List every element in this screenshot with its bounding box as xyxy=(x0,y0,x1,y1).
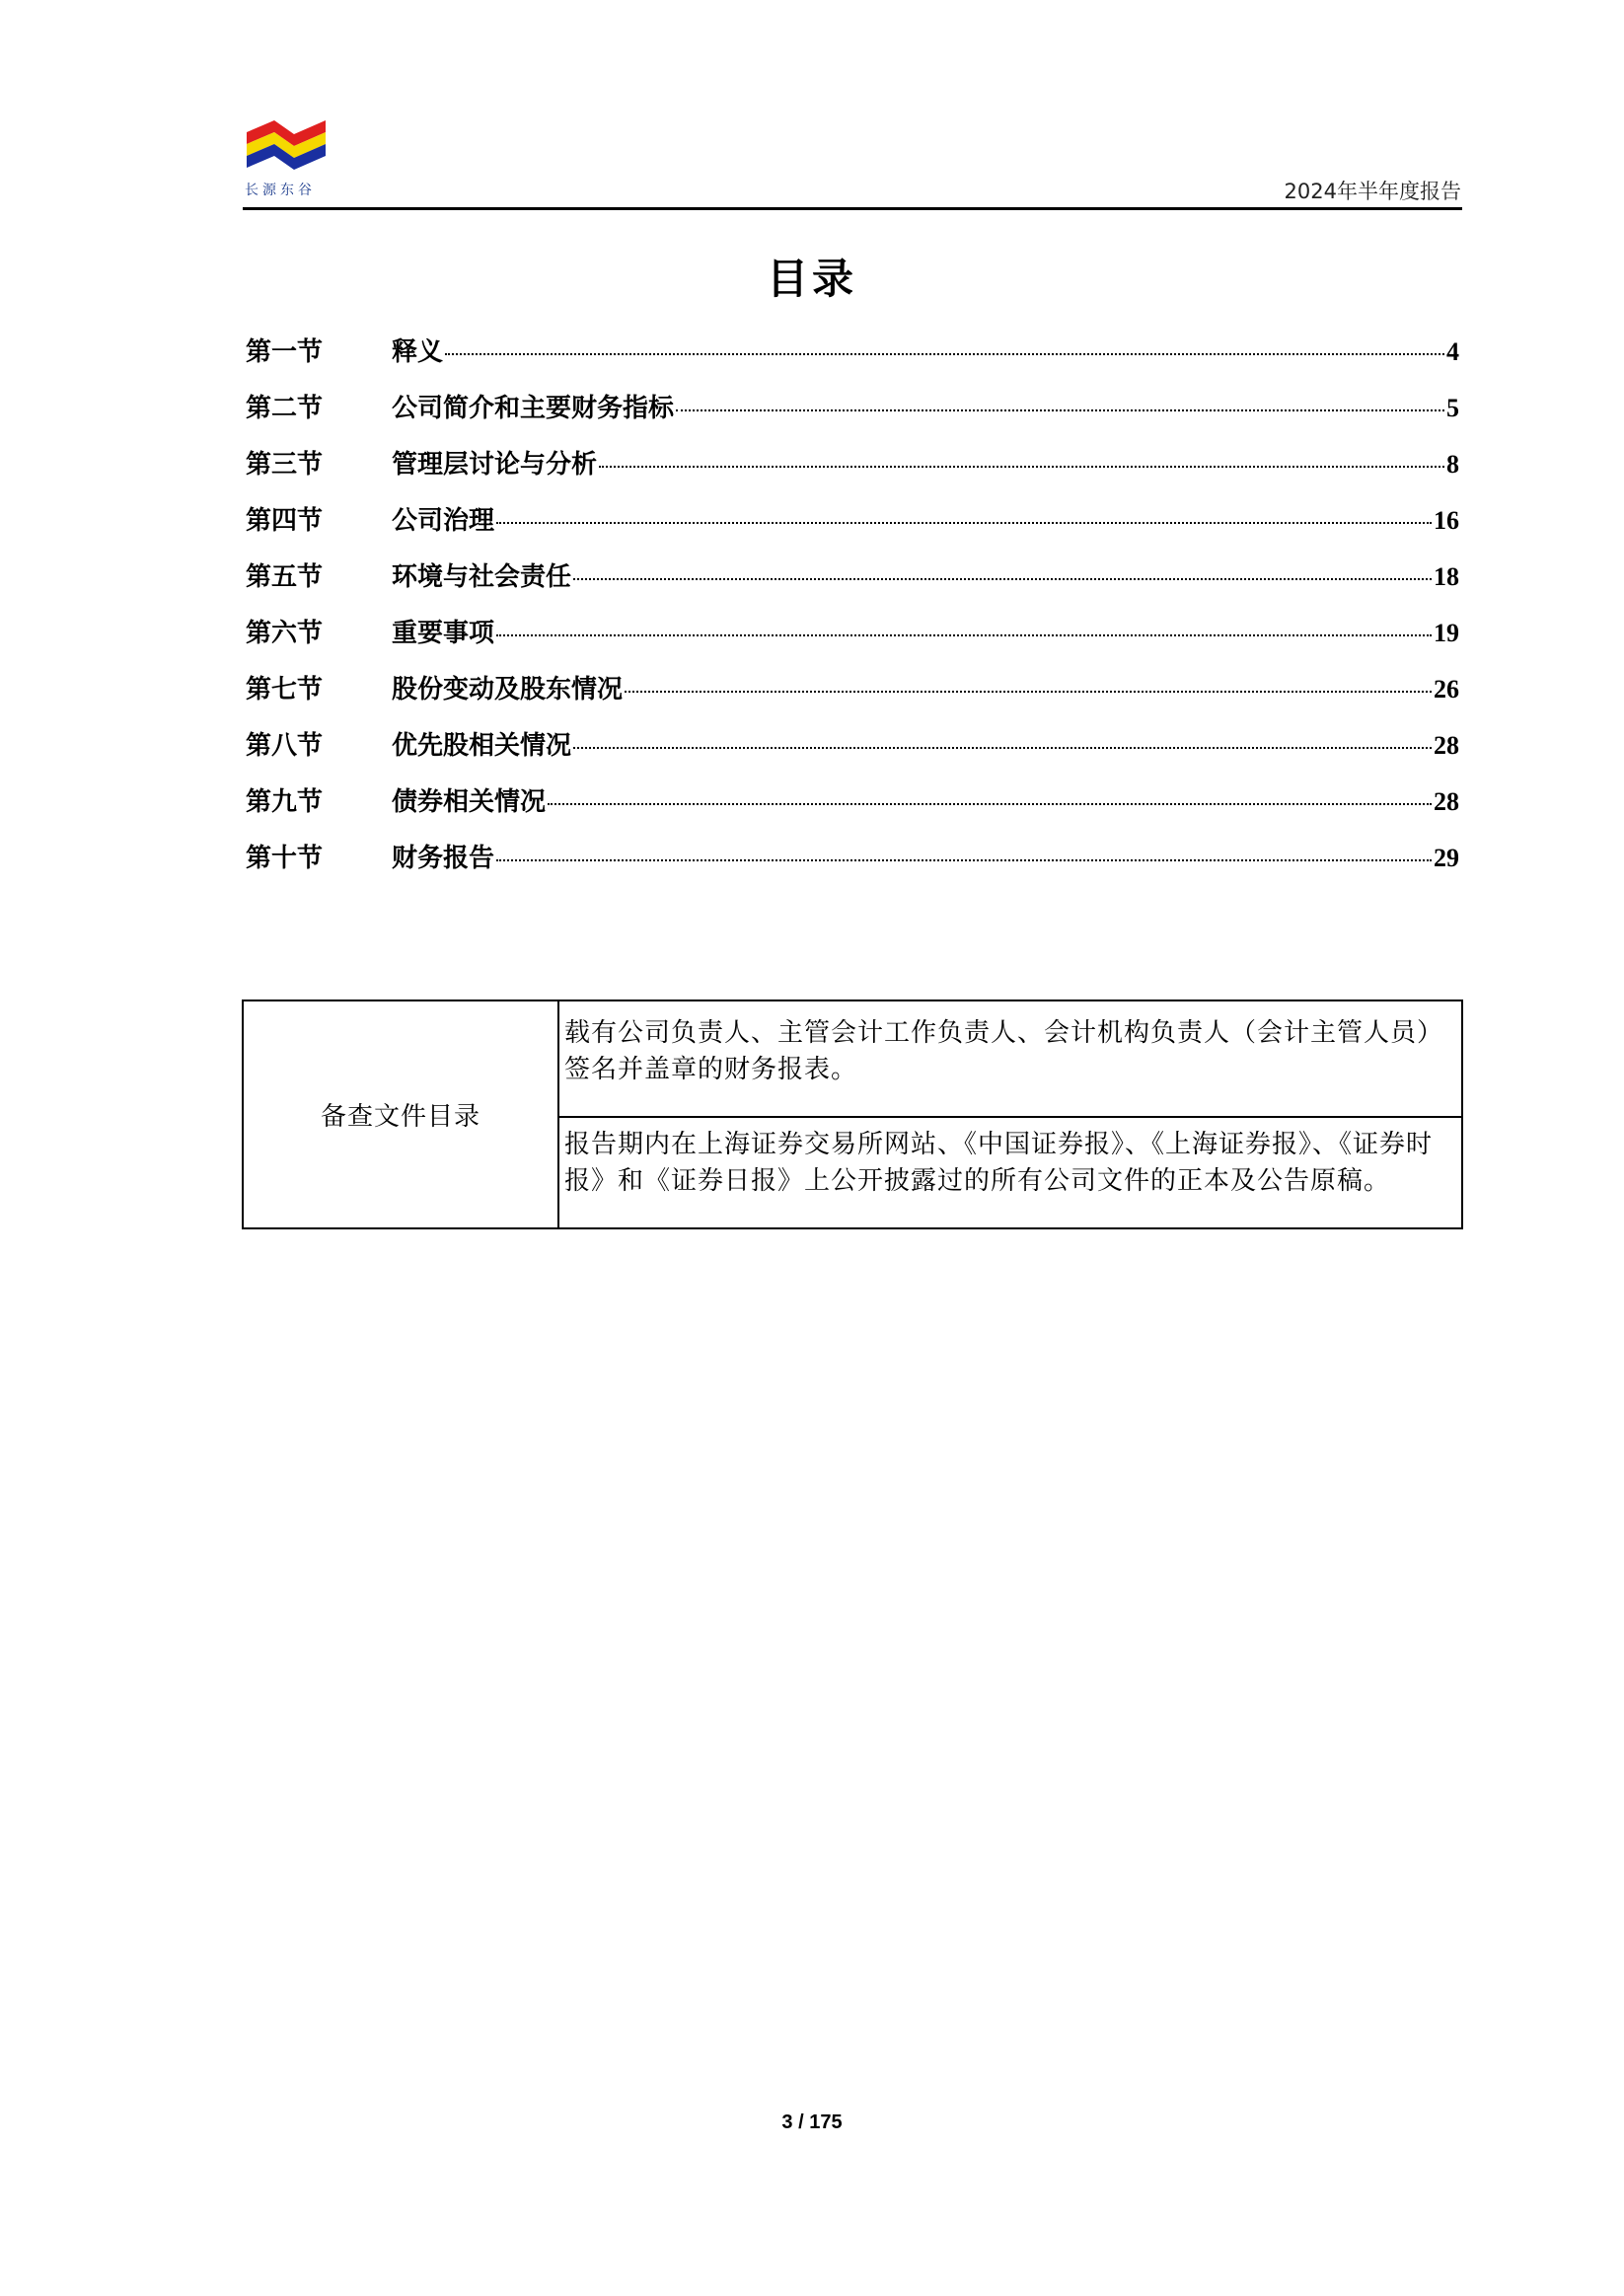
toc-dot-leader xyxy=(496,634,1432,636)
toc-section-number: 第八节 xyxy=(246,731,324,761)
reference-document-item: 载有公司负责人、主管会计工作负责人、会计机构负责人（会计主管人员）签名并盖章的财务报表。 xyxy=(559,1001,1461,1118)
toc-entry[interactable] xyxy=(246,556,1459,613)
toc-section-number: 第六节 xyxy=(246,619,324,648)
page-title: 目录 xyxy=(766,255,857,303)
company-logo xyxy=(245,112,345,201)
toc-page-number: 18 xyxy=(1434,562,1459,591)
toc-dot-leader xyxy=(573,747,1432,749)
toc-entry[interactable] xyxy=(246,838,1459,894)
toc-dot-leader xyxy=(496,859,1432,861)
reference-documents-list xyxy=(559,1001,1461,1227)
toc-section-number: 第三节 xyxy=(246,450,324,480)
report-title: 2024年半年度报告 xyxy=(1284,180,1461,203)
toc-dot-leader xyxy=(573,578,1432,580)
toc-entry[interactable] xyxy=(246,669,1459,725)
toc-entry[interactable] xyxy=(246,725,1459,781)
logo-graphic xyxy=(245,112,328,176)
toc-entry[interactable] xyxy=(246,500,1459,556)
toc-section-title: 环境与社会责任 xyxy=(392,562,572,592)
toc-section-title: 优先股相关情况 xyxy=(392,731,572,761)
toc-entry[interactable] xyxy=(246,444,1459,500)
toc-entry[interactable] xyxy=(246,613,1459,669)
toc-section-title: 重要事项 xyxy=(392,619,495,648)
toc-dot-leader xyxy=(445,353,1444,355)
toc-section-number: 第四节 xyxy=(246,506,324,536)
toc-page-number: 4 xyxy=(1446,337,1459,366)
toc-page-number: 28 xyxy=(1434,731,1459,760)
toc-page-number: 5 xyxy=(1446,394,1459,422)
toc-entry[interactable] xyxy=(246,388,1459,444)
toc-page-number: 8 xyxy=(1446,450,1459,479)
toc-section-number: 第一节 xyxy=(246,337,324,367)
toc-section-title: 财务报告 xyxy=(392,844,495,873)
reference-document-item: 报告期内在上海证券交易所网站、《中国证券报》、《上海证券报》、《证券时报》和《证券日报》上公开披露过的所有公司文件的正本及公告原稿。 xyxy=(564,1130,1434,1196)
toc-section-title: 释义 xyxy=(392,337,444,367)
toc-page-number: 26 xyxy=(1434,675,1459,704)
toc-section-title: 债券相关情况 xyxy=(392,787,547,817)
toc-entry[interactable] xyxy=(246,332,1459,388)
toc-section-title: 公司治理 xyxy=(392,506,495,536)
toc-page-number: 28 xyxy=(1434,787,1459,816)
logo-text: 长源东谷 xyxy=(245,183,316,198)
toc-dot-leader xyxy=(548,803,1432,805)
toc-section-title: 公司简介和主要财务指标 xyxy=(392,394,675,423)
reference-documents-table xyxy=(242,1000,1463,1229)
toc-section-number: 第九节 xyxy=(246,787,324,817)
toc-page-number: 29 xyxy=(1434,844,1459,872)
toc-entry[interactable] xyxy=(246,781,1459,838)
toc-dot-leader xyxy=(625,691,1432,693)
toc-dot-leader xyxy=(599,466,1444,468)
toc-section-title: 股份变动及股东情况 xyxy=(392,675,624,704)
toc-page-number: 19 xyxy=(1434,619,1459,647)
reference-documents-label: 备查文件目录 xyxy=(244,1001,559,1227)
toc-section-number: 第五节 xyxy=(246,562,324,592)
toc-section-title: 管理层讨论与分析 xyxy=(392,450,598,480)
header-divider xyxy=(243,207,1462,210)
toc-section-number: 第七节 xyxy=(246,675,324,704)
toc-section-number: 第十节 xyxy=(246,844,324,873)
toc-page-number: 16 xyxy=(1434,506,1459,535)
page-number: 3 / 175 xyxy=(781,2111,843,2133)
toc-dot-leader xyxy=(676,409,1444,411)
table-of-contents xyxy=(246,332,1459,894)
toc-dot-leader xyxy=(496,522,1432,524)
toc-section-number: 第二节 xyxy=(246,394,324,423)
